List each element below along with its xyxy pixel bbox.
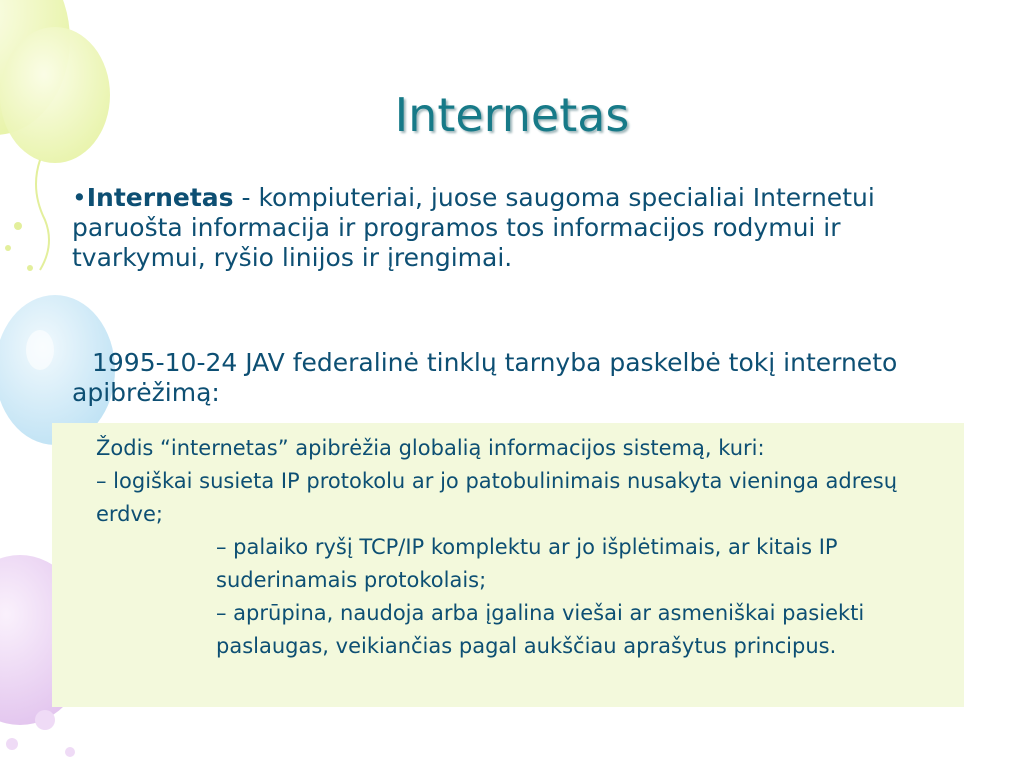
quote-line-1: Žodis “internetas” apibrėžia globalią informacijos sistemą, kuri: (96, 436, 765, 460)
bullet-marker: • (72, 183, 87, 212)
intro-paragraph: 1995-10-24 JAV federalinė tinklų tarnyba paskelbė tokį interneto apibrėžimą: (72, 348, 898, 407)
quote-text (96, 432, 946, 663)
bullet-term: Internetas (86, 183, 234, 212)
bullet-definition: - kompiuteriai, juose saugoma specialiai Internetui paruošta informacija ir programos tos informacijos rodymui ir tvarkymui, ryšio linijos ir įrengimai. (72, 183, 875, 272)
quote-line-3: – palaiko ryšį TCP/IP komplektu ar jo išplėtimais, ar kitais IP suderinamais protokolais; (216, 535, 838, 592)
quote-line-4: – aprūpina, naudoja arba įgalina viešai ar asmeniškai pasiekti paslaugas, veikiančias pagal aukščiau aprašytus principus. (216, 601, 865, 658)
slide-title: Internetas (394, 88, 630, 142)
definition-bullet (72, 183, 972, 273)
quote-line-2: – logiškai susieta IP protokolu ar jo patobulinimais nusakyta vieninga adresų erdve; (96, 469, 898, 526)
